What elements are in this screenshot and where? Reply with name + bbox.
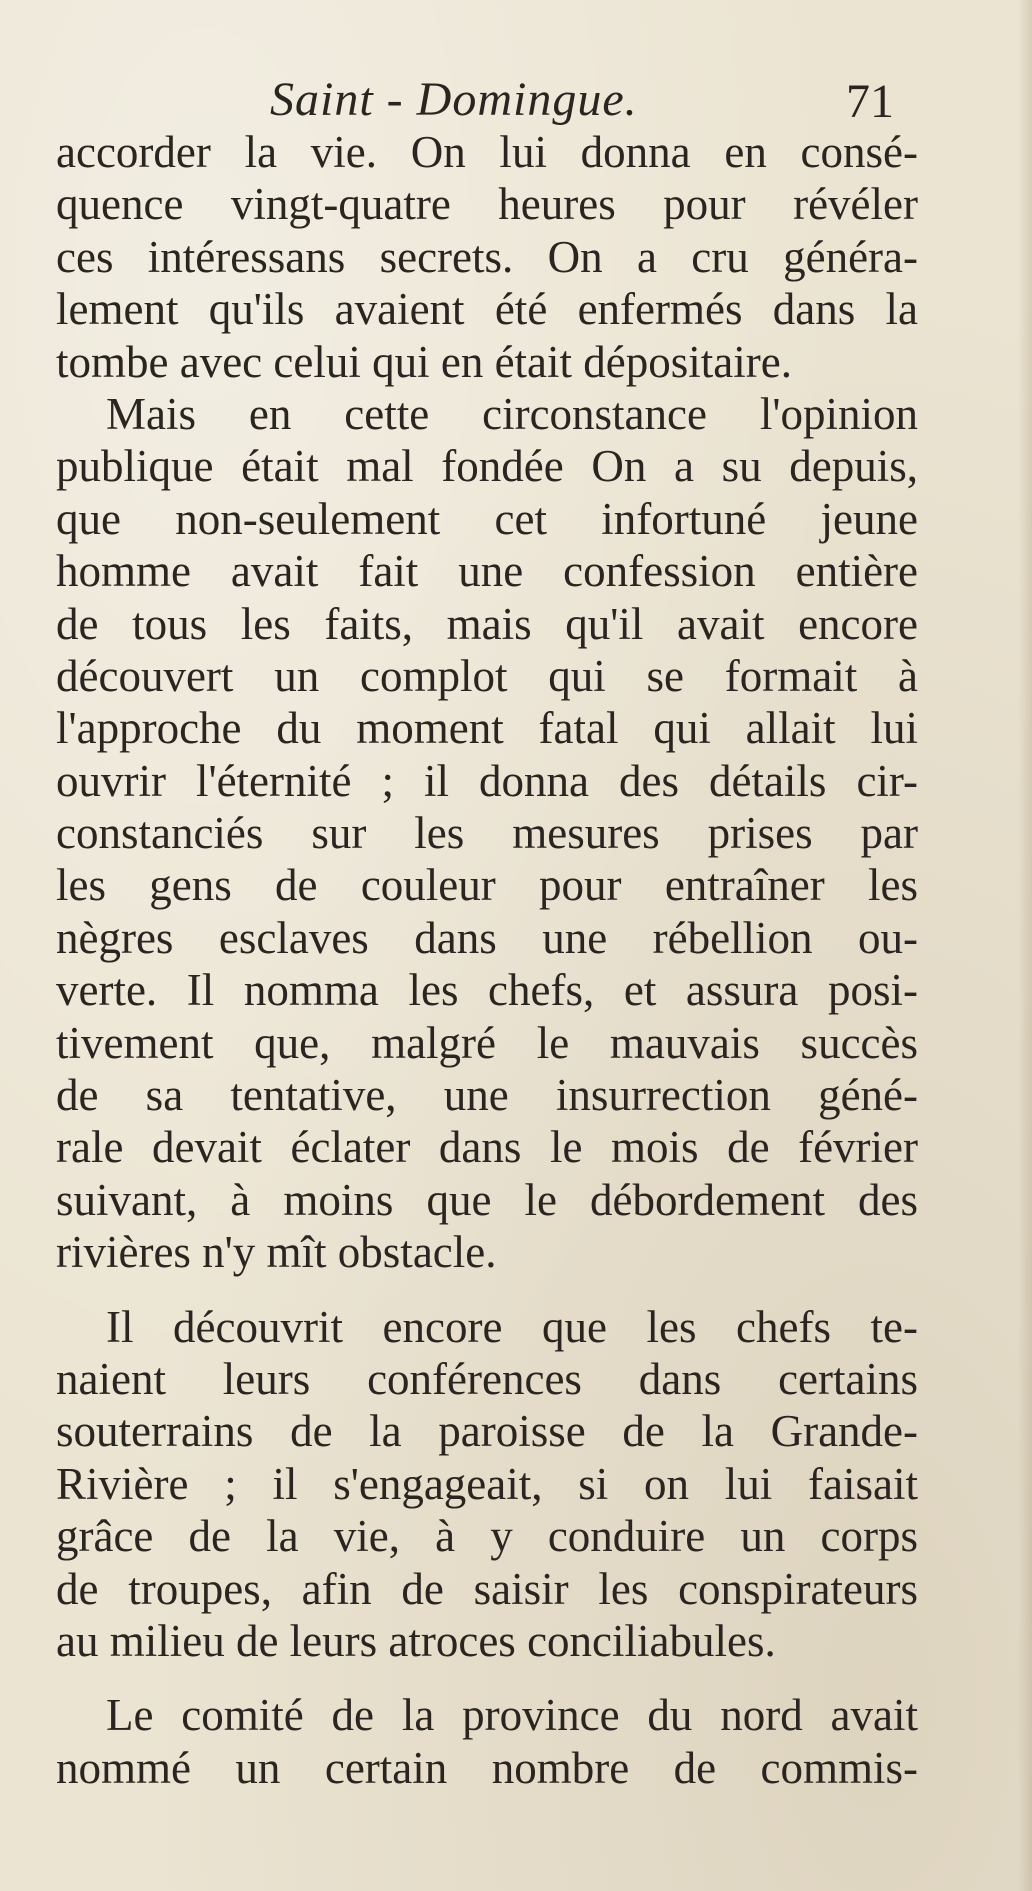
text-line: grâce de la vie, à y conduire un corps bbox=[56, 1511, 918, 1562]
text-line: l'approche du moment fatal qui allait lui bbox=[56, 703, 918, 754]
running-head bbox=[0, 70, 1032, 130]
paragraph-gap bbox=[56, 1667, 918, 1689]
text-line: les gens de couleur pour entraîner les bbox=[56, 860, 918, 911]
text-line: homme avait fait une confession entière bbox=[56, 546, 918, 597]
text-line: publique était mal fondée On a su depuis, bbox=[56, 441, 918, 492]
text-line: ces intéressans secrets. On a cru généra- bbox=[56, 231, 918, 282]
text-line: que non-seulement cet infortuné jeune bbox=[56, 493, 918, 544]
text-line: suivant, à moins que le débordement des bbox=[56, 1174, 918, 1225]
text-line: au milieu de leurs atroces conciliabules. bbox=[56, 1615, 776, 1666]
text-line: lement qu'ils avaient été enfermés dans la bbox=[56, 284, 918, 335]
body-text bbox=[56, 126, 918, 1794]
text-line: découvert un complot qui se formait à bbox=[56, 650, 918, 701]
text-line: rivières n'y mît obstacle. bbox=[56, 1227, 497, 1278]
text-line: de sa tentative, une insurrection géné- bbox=[56, 1070, 918, 1121]
text-line: de tous les faits, mais qu'il avait encore bbox=[56, 598, 918, 649]
text-line: Il découvrit encore que les chefs te- bbox=[106, 1301, 918, 1352]
paragraph-gap bbox=[56, 1279, 918, 1301]
text-line: tombe avec celui qui en était dépositaire. bbox=[56, 336, 792, 387]
page-number: 71 bbox=[846, 75, 894, 128]
text-line: Rivière ; il s'engageait, si on lui faisait bbox=[56, 1458, 918, 1509]
text-line: ouvrir l'éternité ; il donna des détails cir- bbox=[56, 755, 918, 806]
text-line: constanciés sur les mesures prises par bbox=[56, 808, 918, 859]
text-line: souterrains de la paroisse de la Grande- bbox=[56, 1406, 918, 1457]
text-line: Le comité de la province du nord avait bbox=[106, 1690, 918, 1741]
text-line: naient leurs conférences dans certains bbox=[56, 1353, 918, 1404]
text-line: quence vingt-quatre heures pour révéler bbox=[56, 179, 918, 230]
text-line: verte. Il nomma les chefs, et assura posi- bbox=[56, 965, 918, 1016]
text-line: tivement que, malgré le mauvais succès bbox=[56, 1017, 918, 1068]
page-edge-shadow bbox=[1018, 0, 1032, 1891]
text-line: rale devait éclater dans le mois de février bbox=[56, 1122, 918, 1173]
text-line: nègres esclaves dans une rébellion ou- bbox=[56, 912, 918, 963]
text-line: nommé un certain nombre de commis- bbox=[56, 1742, 918, 1793]
running-title: Saint - Domingue. bbox=[270, 73, 638, 126]
text-line: de troupes, afin de saisir les conspirateurs bbox=[56, 1563, 918, 1614]
text-line: accorder la vie. On lui donna en consé- bbox=[56, 127, 918, 177]
text-line: Mais en cette circonstance l'opinion bbox=[106, 388, 918, 439]
